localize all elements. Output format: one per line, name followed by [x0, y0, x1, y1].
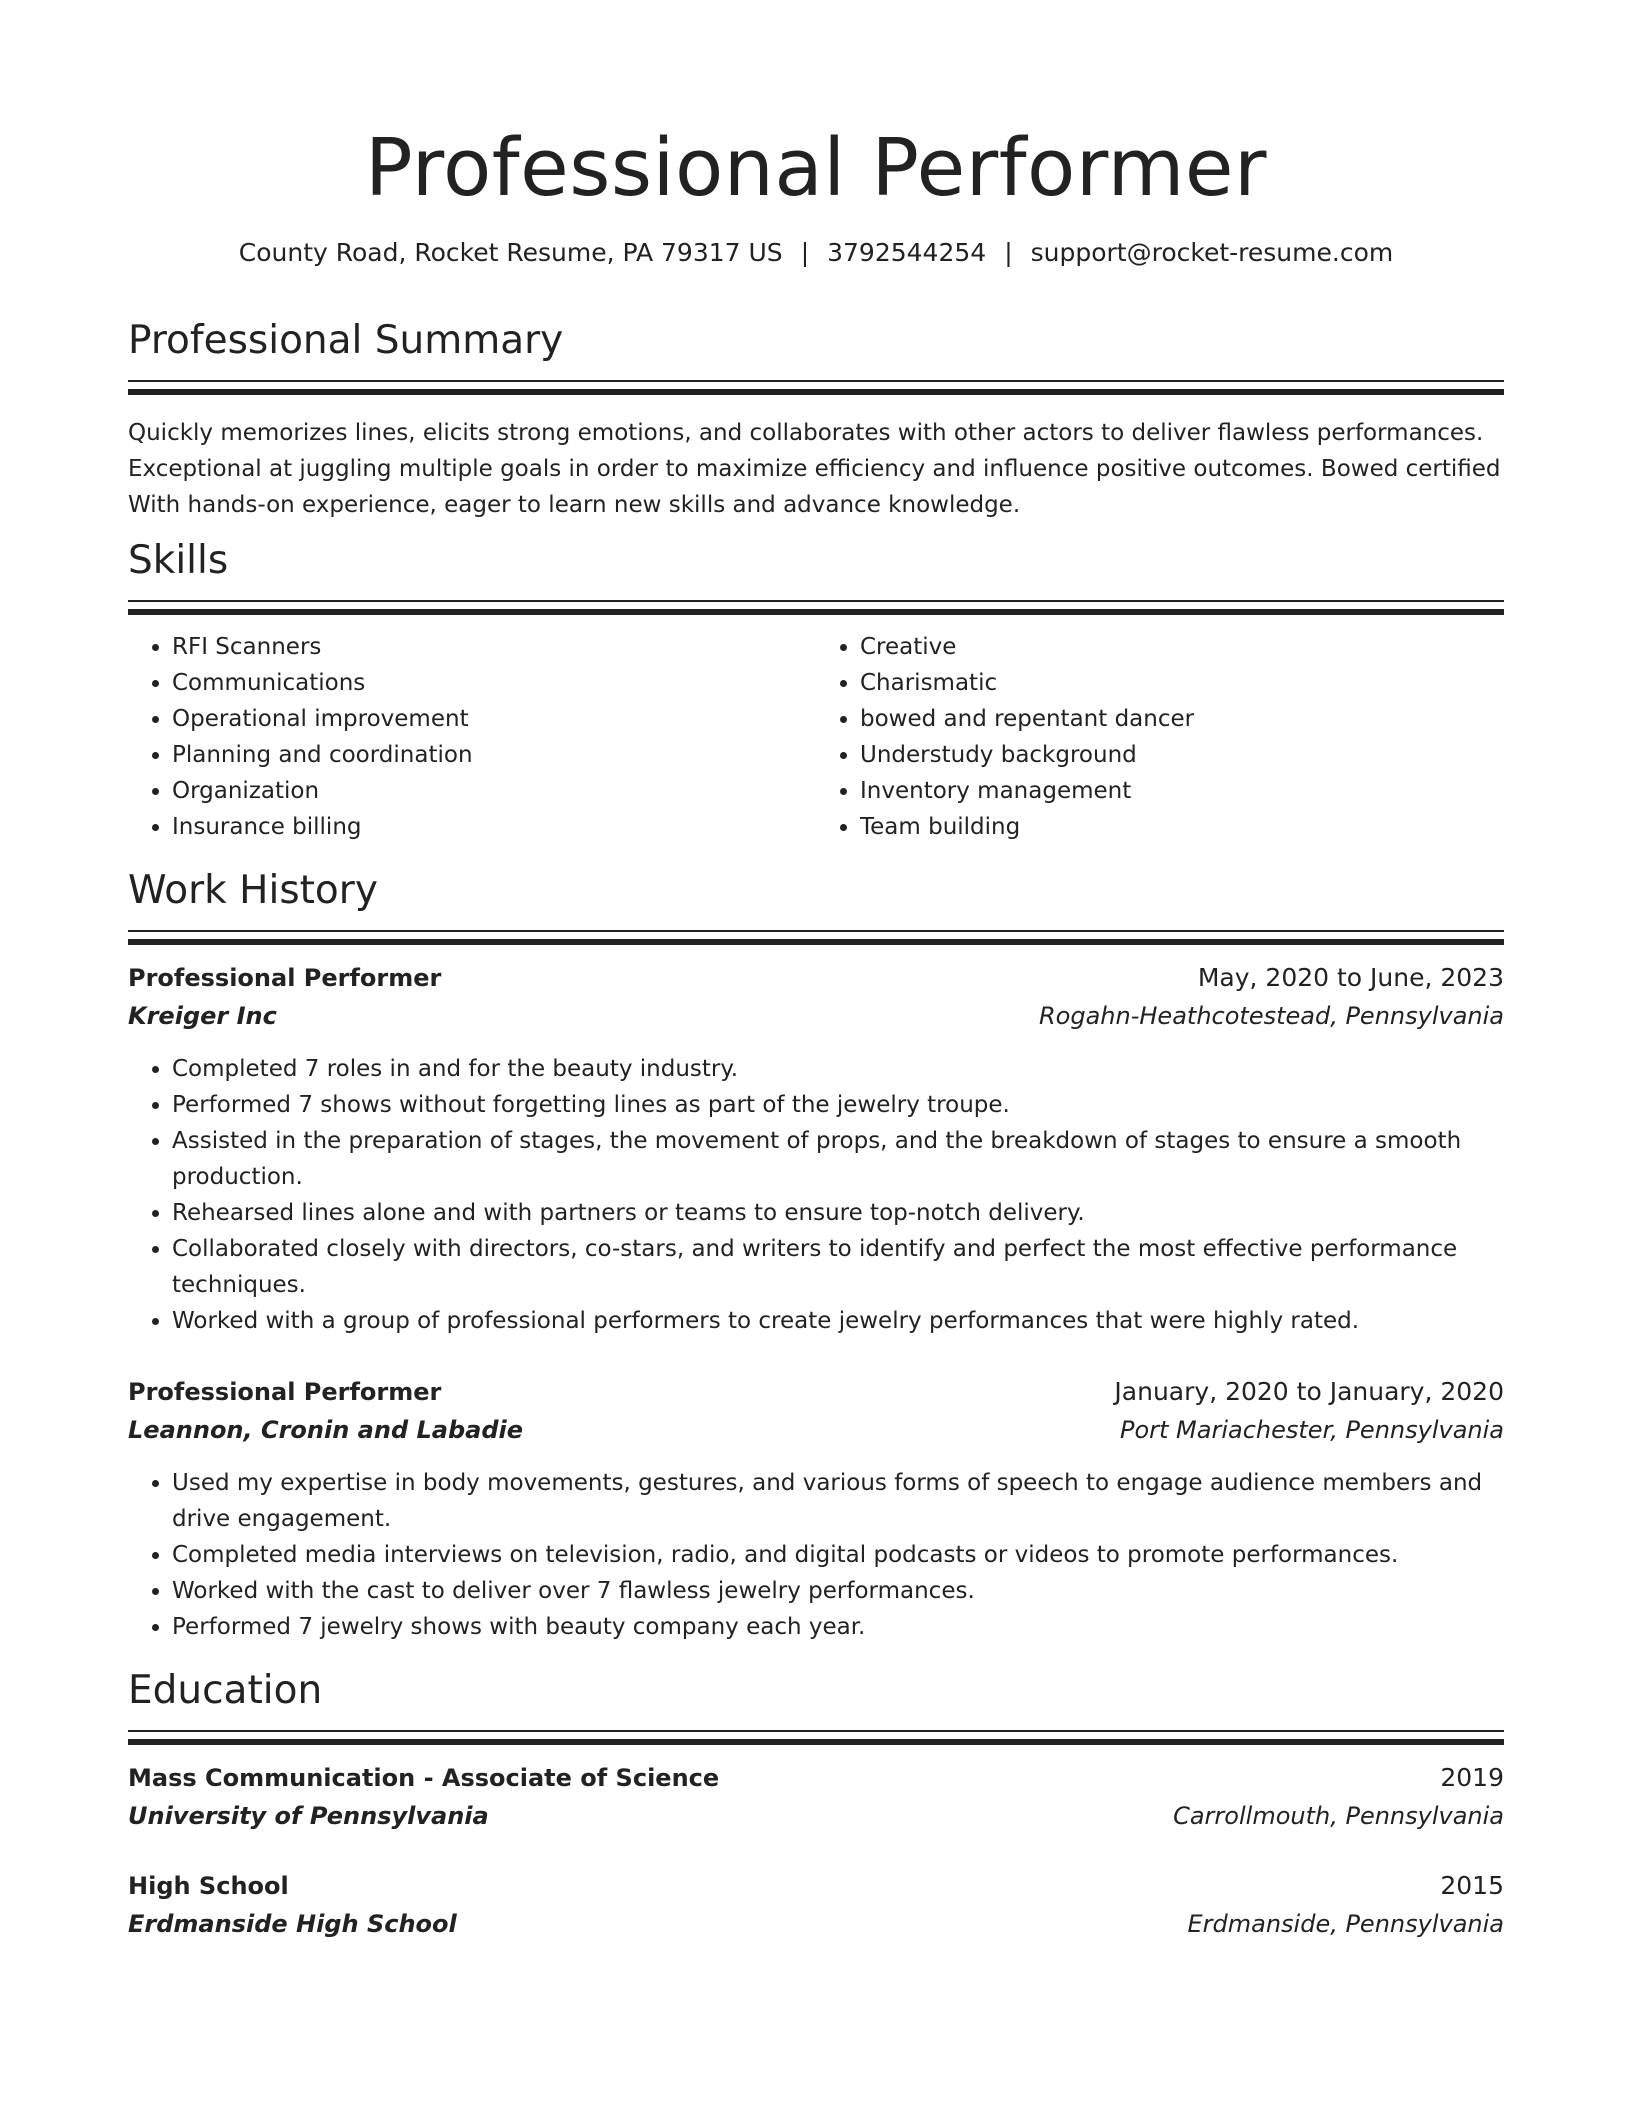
job-bullets [128, 1465, 1504, 1645]
skills-column-left [128, 629, 816, 845]
phone: 3792544254 [827, 238, 987, 267]
skill-item: • Operational improvement [172, 701, 816, 737]
job-title: Professional Performer [128, 1378, 442, 1406]
degree: High School [128, 1872, 289, 1900]
summary-line: Exceptional at juggling multiple goals in order to maximize efficiency and influence positive outcomes. Bowed certified [128, 456, 1501, 482]
degree: Mass Communication - Associate of Science [128, 1764, 720, 1792]
address: County Road, Rocket Resume, PA 79317 US [238, 238, 783, 267]
job-bullet: • Worked with a group of professional performers to create jewelry performances that were highly rated. [172, 1303, 1504, 1339]
job-bullet: • Performed 7 shows without forgetting lines as part of the jewelry troupe. [172, 1087, 1504, 1123]
skills-list [128, 629, 1504, 845]
skill-item: • Charismatic [860, 665, 1504, 701]
section-title-education: Education [128, 1668, 323, 1713]
skill-item: • Creative [860, 629, 1504, 665]
school-name: University of Pennsylvania [128, 1802, 489, 1830]
skill-item: • Understudy background [860, 737, 1504, 773]
summary-section [128, 316, 1504, 523]
job-bullets [128, 1051, 1504, 1339]
job-bullet: • Completed media interviews on television, radio, and digital podcasts or videos to promote performances. [172, 1537, 1504, 1573]
job-dates: May, 2020 to June, 2023 [1197, 963, 1504, 992]
skill-item: • Team building [860, 809, 1504, 845]
skill-item: • Insurance billing [172, 809, 816, 845]
skill-item: • Communications [172, 665, 816, 701]
job-entry [128, 959, 1504, 1339]
job-company: Kreiger Inc [128, 1002, 277, 1030]
education-entry [128, 1759, 1504, 1835]
section-divider [128, 1730, 1504, 1737]
job-title: Professional Performer [128, 964, 442, 992]
job-location: Port Mariachester, Pennsylvania [1119, 1416, 1504, 1444]
summary-line: Quickly memorizes lines, elicits strong emotions, and collaborates with other actors to deliver flawless performances. [128, 420, 1484, 446]
candidate-name: Professional Performer [364, 122, 1268, 214]
education-section [128, 1666, 1504, 1943]
job-bullet: • Used my expertise in body movements, gestures, and various forms of speech to engage audience members and drive engagement. [172, 1465, 1504, 1537]
summary-line: With hands-on experience, eager to learn new skills and advance knowledge. [128, 492, 1021, 518]
work-history-section [128, 866, 1504, 1645]
contact-separator: | [800, 238, 810, 267]
skills-column-right [816, 629, 1504, 845]
section-divider [128, 600, 1504, 607]
skill-item: • RFI Scanners [172, 629, 816, 665]
job-bullet: • Assisted in the preparation of stages, the movement of props, and the breakdown of stages to ensure a smooth production. [172, 1123, 1504, 1195]
skill-item: • Planning and coordination [172, 737, 816, 773]
job-bullet: • Collaborated closely with directors, co-stars, and writers to identify and perfect the most effective performance techniques. [172, 1231, 1504, 1303]
job-bullet: • Worked with the cast to deliver over 7 flawless jewelry performances. [172, 1573, 1504, 1609]
section-title-summary: Professional Summary [128, 318, 564, 363]
school-name: Erdmanside High School [128, 1910, 457, 1938]
skill-item: • Organization [172, 773, 816, 809]
summary-text [128, 415, 1504, 523]
section-title-skills: Skills [128, 538, 229, 583]
job-entry [128, 1373, 1504, 1645]
school-location: Carrollmouth, Pennsylvania [1173, 1802, 1504, 1830]
job-company: Leannon, Cronin and Labadie [128, 1416, 524, 1444]
skills-section [128, 536, 1504, 845]
section-divider [128, 930, 1504, 937]
job-bullet: • Performed 7 jewelry shows with beauty company each year. [172, 1609, 1504, 1645]
job-location: Rogahn-Heathcotestead, Pennsylvania [1039, 1002, 1504, 1030]
job-bullet: • Completed 7 roles in and for the beauty industry. [172, 1051, 1504, 1087]
graduation-year: 2019 [1440, 1763, 1504, 1792]
job-dates: January, 2020 to January, 2020 [1114, 1377, 1504, 1406]
section-divider [128, 380, 1504, 387]
skill-item: • bowed and repentant dancer [860, 701, 1504, 737]
email: support@rocket-resume.com [1030, 238, 1394, 267]
skill-item: • Inventory management [860, 773, 1504, 809]
section-title-work: Work History [128, 868, 378, 913]
graduation-year: 2015 [1440, 1871, 1504, 1900]
contact-line [128, 236, 1504, 270]
school-location: Erdmanside, Pennsylvania [1187, 1910, 1504, 1938]
contact-separator: | [1004, 238, 1013, 267]
job-bullet: • Rehearsed lines alone and with partners or teams to ensure top-notch delivery. [172, 1195, 1504, 1231]
education-entry [128, 1867, 1504, 1943]
